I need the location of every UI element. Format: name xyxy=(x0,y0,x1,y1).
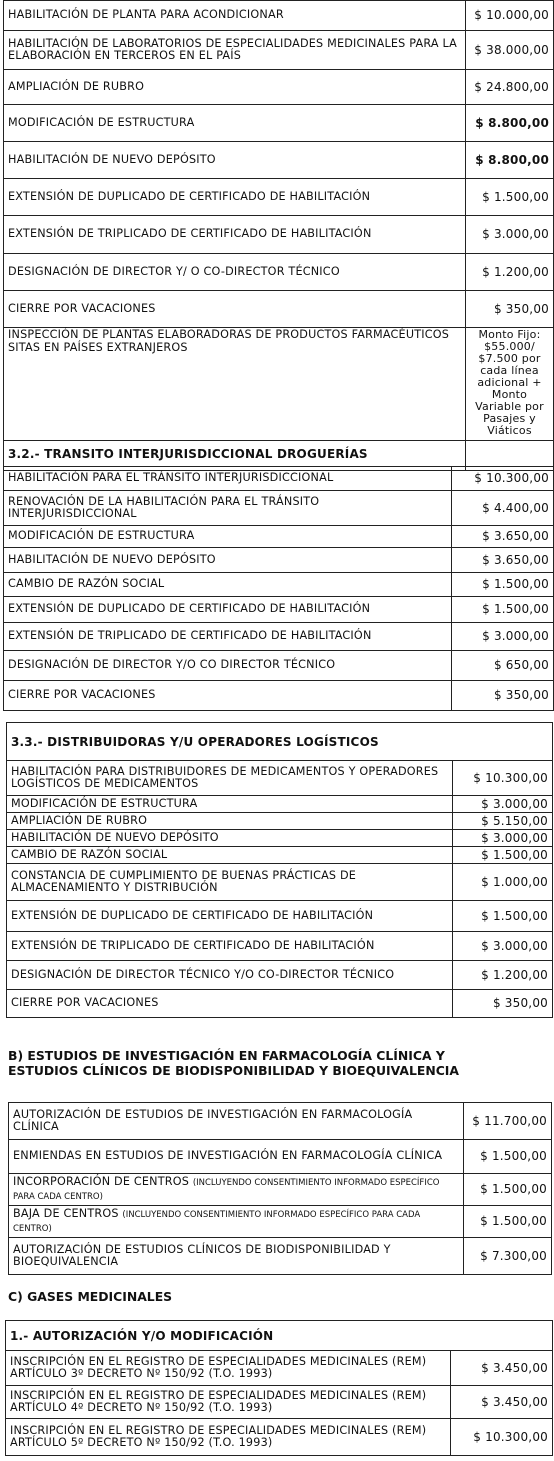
table-row xyxy=(4,681,554,711)
row-description: DESIGNACIÓN DE DIRECTOR TÉCNICO Y/O CO-DIRECTOR TÉCNICO xyxy=(7,961,453,990)
row-description: RENOVACIÓN DE LA HABILITACIÓN PARA EL TRÁNSITO INTERJURISDICCIONAL xyxy=(4,491,452,526)
row-description xyxy=(9,1174,464,1206)
row-description: INSCRIPCIÓN EN EL REGISTRO DE ESPECIALIDADES MEDICINALES (REM) ARTÍCULO 4º DECRETO Nº 150/92 (T.O. 1993) xyxy=(6,1386,451,1419)
row-price: $ 3.450,00 xyxy=(451,1386,553,1419)
row-description: CIERRE POR VACACIONES xyxy=(4,681,452,711)
row-description: DESIGNACIÓN DE DIRECTOR Y/ O CO-DIRECTOR TÉCNICO xyxy=(4,254,466,291)
row-description-note: (INCLUYENDO CONSENTIMIENTO INFORMADO ESPECÍFICO PARA CADA CENTRO) xyxy=(13,1210,421,1234)
row-price: $ 10.300,00 xyxy=(451,1419,553,1456)
section-header: 3.3.- DISTRIBUIDORAS Y/U OPERADORES LOGÍSTICOS xyxy=(7,723,553,761)
row-price: $ 650,00 xyxy=(452,651,554,681)
row-description: HABILITACIÓN DE NUEVO DEPÓSITO xyxy=(4,548,452,573)
table-header-row xyxy=(4,441,554,467)
table-row xyxy=(7,961,553,990)
row-description: ENMIENDAS EN ESTUDIOS DE INVESTIGACIÓN EN FARMACOLOGÍA CLÍNICA xyxy=(9,1140,464,1174)
row-price: $ 10.300,00 xyxy=(453,761,553,796)
row-description: HABILITACIÓN PARA EL TRÁNSITO INTERJURISDICCIONAL xyxy=(4,467,452,491)
table-row xyxy=(4,491,554,526)
table-row xyxy=(4,179,554,216)
row-price: $ 24.800,00 xyxy=(466,70,554,105)
row-description xyxy=(9,1206,464,1238)
table-row xyxy=(7,761,553,796)
row-price: $ 1.500,00 xyxy=(464,1174,552,1206)
table-row xyxy=(4,142,554,179)
table-row xyxy=(9,1140,552,1174)
table-row xyxy=(4,467,554,491)
row-description-main: BAJA DE CENTROS xyxy=(13,1207,119,1220)
table-row xyxy=(9,1174,552,1206)
table-row xyxy=(7,796,553,813)
table-row xyxy=(7,830,553,847)
row-price: $ 1.200,00 xyxy=(453,961,553,990)
table-row xyxy=(4,1,554,31)
row-description: MODIFICACIÓN DE ESTRUCTURA xyxy=(4,105,466,142)
row-price: $ 1.500,00 xyxy=(452,597,554,623)
row-price: $ 1.200,00 xyxy=(466,254,554,291)
row-description: CAMBIO DE RAZÓN SOCIAL xyxy=(4,573,452,597)
row-price: $ 10.300,00 xyxy=(452,467,554,491)
table-row xyxy=(9,1206,552,1238)
row-description: CIERRE POR VACACIONES xyxy=(4,291,466,328)
row-price: $ 8.800,00 xyxy=(466,105,554,142)
row-description: HABILITACIÓN DE NUEVO DEPÓSITO xyxy=(7,830,453,847)
row-description: CAMBIO DE RAZÓN SOCIAL xyxy=(7,847,453,864)
row-description: CONSTANCIA DE CUMPLIMIENTO DE BUENAS PRÁCTICAS DE ALMACENAMIENTO Y DISTRIBUCIÓN xyxy=(7,864,453,901)
table-row xyxy=(6,1351,553,1386)
row-description: INSCRIPCIÓN EN EL REGISTRO DE ESPECIALIDADES MEDICINALES (REM) ARTÍCULO 3º DECRETO Nº 150/92 (T.O. 1993) xyxy=(6,1351,451,1386)
row-description: AUTORIZACIÓN DE ESTUDIOS CLÍNICOS DE BIODISPONIBILIDAD Y BIOEQUIVALENCIA xyxy=(9,1238,464,1275)
fee-table-estudios-clinicos xyxy=(8,1102,552,1275)
row-price: $ 5.150,00 xyxy=(453,813,553,830)
table-row xyxy=(4,105,554,142)
row-description: AMPLIACIÓN DE RUBRO xyxy=(4,70,466,105)
row-description: MODIFICACIÓN DE ESTRUCTURA xyxy=(4,526,452,548)
row-price: Monto Fijo: $55.000/ $7.500 por cada línea adicional + Monto Variable por Pasajes y Viáticos xyxy=(466,328,554,471)
row-description: HABILITACIÓN DE LABORATORIOS DE ESPECIALIDADES MEDICINALES PARA LA ELABORACIÓN EN TERCEROS EN EL PAÍS xyxy=(4,31,466,70)
table-row xyxy=(6,1386,553,1419)
row-price: $ 350,00 xyxy=(466,291,554,328)
row-description: HABILITACIÓN DE NUEVO DEPÓSITO xyxy=(4,142,466,179)
row-price: $ 3.450,00 xyxy=(451,1351,553,1386)
row-description: EXTENSIÓN DE DUPLICADO DE CERTIFICADO DE HABILITACIÓN xyxy=(4,179,466,216)
row-price: $ 1.500,00 xyxy=(464,1206,552,1238)
table-row xyxy=(7,990,553,1018)
row-price: $ 11.700,00 xyxy=(464,1103,552,1140)
table-row xyxy=(4,651,554,681)
section-header: 1.- AUTORIZACIÓN Y/O MODIFICACIÓN xyxy=(6,1321,553,1351)
table-row xyxy=(4,254,554,291)
table-row xyxy=(7,932,553,961)
row-price: $ 1.000,00 xyxy=(453,864,553,901)
section-header: 3.2.- TRANSITO INTERJURISDICCIONAL DROGUERÍAS xyxy=(4,441,554,467)
row-price: $ 350,00 xyxy=(452,681,554,711)
section-b-heading xyxy=(8,1048,459,1078)
row-price: $ 1.500,00 xyxy=(453,901,553,932)
fee-table-habilitaciones xyxy=(3,0,554,471)
section-b-heading-line1: B) ESTUDIOS DE INVESTIGACIÓN EN FARMACOLOGÍA CLÍNICA Y xyxy=(8,1048,445,1063)
fee-table-gases-medicinales xyxy=(5,1320,553,1456)
table-row xyxy=(4,548,554,573)
table-row xyxy=(4,70,554,105)
row-description: EXTENSIÓN DE TRIPLICADO DE CERTIFICADO DE HABILITACIÓN xyxy=(4,216,466,254)
row-price: $ 3.000,00 xyxy=(453,932,553,961)
row-price: $ 38.000,00 xyxy=(466,31,554,70)
row-description: DESIGNACIÓN DE DIRECTOR Y/O CO DIRECTOR TÉCNICO xyxy=(4,651,452,681)
row-description-note: (INCLUYENDO CONSENTIMIENTO INFORMADO ESPECÍFICO PARA CADA CENTRO) xyxy=(13,1178,440,1202)
table-row xyxy=(4,597,554,623)
row-price: $ 7.300,00 xyxy=(464,1238,552,1275)
row-price: $ 3.000,00 xyxy=(453,796,553,813)
table-row xyxy=(9,1238,552,1275)
row-price: $ 10.000,00 xyxy=(466,1,554,31)
table-row xyxy=(4,216,554,254)
row-description: AUTORIZACIÓN DE ESTUDIOS DE INVESTIGACIÓN EN FARMACOLOGÍA CLÍNICA xyxy=(9,1103,464,1140)
fee-table-distribuidoras xyxy=(6,722,553,1018)
row-description: EXTENSIÓN DE TRIPLICADO DE CERTIFICADO DE HABILITACIÓN xyxy=(4,623,452,651)
row-description: EXTENSIÓN DE DUPLICADO DE CERTIFICADO DE HABILITACIÓN xyxy=(7,901,453,932)
section-c-heading: C) GASES MEDICINALES xyxy=(8,1289,173,1304)
table-row xyxy=(7,813,553,830)
row-price: $ 350,00 xyxy=(453,990,553,1018)
row-description: INSPECCIÓN DE PLANTAS ELABORADORAS DE PRODUCTOS FARMACÉUTICOS SITAS EN PAÍSES EXTRANJEROS xyxy=(4,328,466,471)
table-row xyxy=(9,1103,552,1140)
table-row xyxy=(4,573,554,597)
row-description: HABILITACIÓN DE PLANTA PARA ACONDICIONAR xyxy=(4,1,466,31)
row-price: $ 1.500,00 xyxy=(453,847,553,864)
table-row xyxy=(7,901,553,932)
fee-table-transito-droguerias xyxy=(3,440,554,711)
table-row xyxy=(7,864,553,901)
row-description: CIERRE POR VACACIONES xyxy=(7,990,453,1018)
row-description: HABILITACIÓN PARA DISTRIBUIDORES DE MEDICAMENTOS Y OPERADORES LOGÍSTICOS DE MEDICAMENTOS xyxy=(7,761,453,796)
table-row xyxy=(4,291,554,328)
table-header-row xyxy=(7,723,553,761)
row-price: $ 8.800,00 xyxy=(466,142,554,179)
row-price: $ 4.400,00 xyxy=(452,491,554,526)
table-row xyxy=(4,623,554,651)
row-price: $ 3.000,00 xyxy=(466,216,554,254)
table-row xyxy=(6,1419,553,1456)
row-description: EXTENSIÓN DE TRIPLICADO DE CERTIFICADO DE HABILITACIÓN xyxy=(7,932,453,961)
row-price: $ 3.000,00 xyxy=(452,623,554,651)
row-description: AMPLIACIÓN DE RUBRO xyxy=(7,813,453,830)
section-b-heading-line2: ESTUDIOS CLÍNICOS DE BIODISPONIBILIDAD Y BIOEQUIVALENCIA xyxy=(8,1063,460,1078)
table-header-row xyxy=(6,1321,553,1351)
row-price: $ 3.650,00 xyxy=(452,548,554,573)
table-row xyxy=(7,847,553,864)
row-description-main: INCORPORACIÓN DE CENTROS xyxy=(13,1175,190,1188)
row-description: INSCRIPCIÓN EN EL REGISTRO DE ESPECIALIDADES MEDICINALES (REM) ARTÍCULO 5º DECRETO Nº 150/92 (T.O. 1993) xyxy=(6,1419,451,1456)
row-price: $ 1.500,00 xyxy=(452,573,554,597)
row-price: $ 3.000,00 xyxy=(453,830,553,847)
row-price: $ 1.500,00 xyxy=(464,1140,552,1174)
row-price: $ 3.650,00 xyxy=(452,526,554,548)
row-price: $ 1.500,00 xyxy=(466,179,554,216)
row-description: MODIFICACIÓN DE ESTRUCTURA xyxy=(7,796,453,813)
row-description: EXTENSIÓN DE DUPLICADO DE CERTIFICADO DE HABILITACIÓN xyxy=(4,597,452,623)
table-row xyxy=(4,526,554,548)
table-row xyxy=(4,31,554,70)
